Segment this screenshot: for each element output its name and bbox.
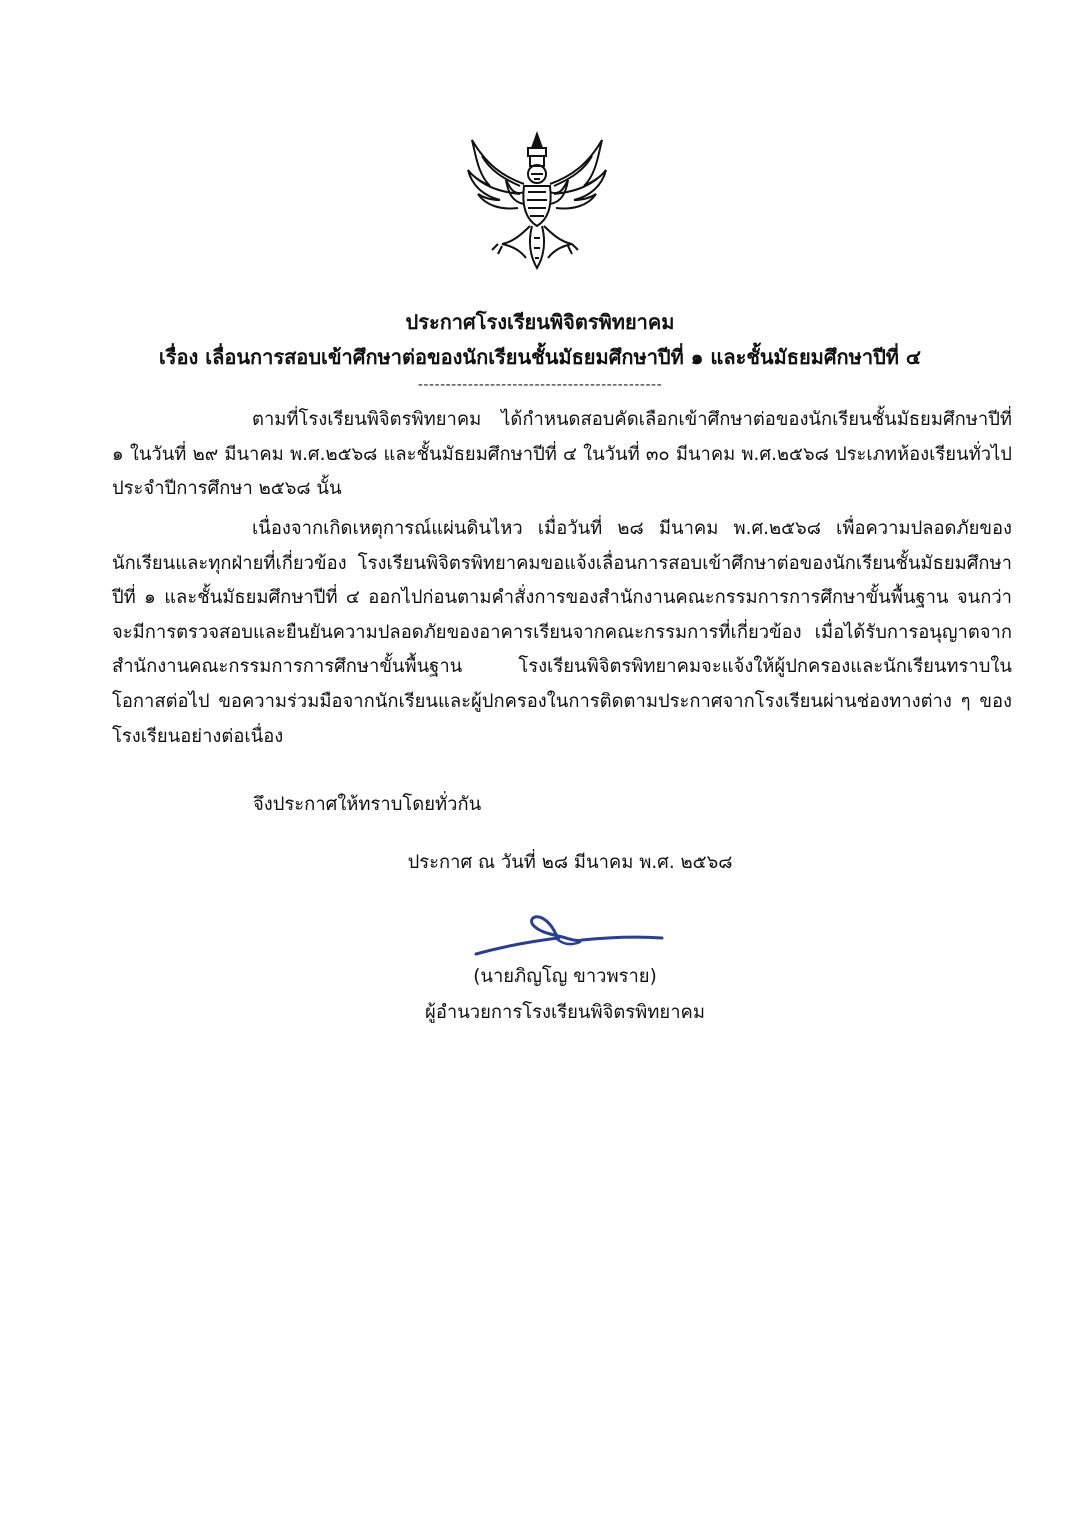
announcement-subject: เรื่อง เลื่อนการสอบเข้าศึกษาต่อของนักเรียนชั้นมัธยมศึกษาปีที่ ๑ และชั้นมัธยมศึกษาปีที่ ๔	[158, 345, 922, 369]
garuda-emblem-icon	[462, 126, 612, 276]
closing-statement: จึงประกาศให้ทราบโดยทั่วกัน	[253, 794, 482, 815]
signature-icon	[472, 900, 666, 964]
announcement-date: ประกาศ ณ วันที่ ๒๘ มีนาคม พ.ศ. ๒๕๖๘	[407, 852, 733, 873]
signer-title: ผู้อำนวยการโรงเรียนพิจิตรพิทยาคม	[425, 1002, 705, 1023]
paragraph-background: ตามที่โรงเรียนพิจิตรพิทยาคม ได้กำหนดสอบคัดเลือกเข้าศึกษาต่อของนักเรียนชั้นมัธยมศึกษาปีที่ ๑ ในวันที่ ๒๙ มีนาคม พ.ศ.๒๕๖๘ และชั้นมัธยมศึกษาปีที่ ๔ ในวันที่ ๓๐ มีนาคม พ.ศ.๒๕๖๘ ประเภทห้องเรียนทั่วไป ประจำปีการศึกษา ๒๕๖๘ นั้น	[112, 409, 1012, 500]
signer-name: (นายภิญโญ ขาวพราย)	[473, 966, 657, 987]
divider: --------------------------------------------	[417, 377, 663, 393]
paragraph-postponement: เนื่องจากเกิดเหตุการณ์แผ่นดินไหว เมื่อวันที่ ๒๘ มีนาคม พ.ศ.๒๕๖๘ เพื่อความปลอดภัยของนักเรียนและทุกฝ่ายที่เกี่ยวข้อง โรงเรียนพิจิตรพิทยาคมขอแจ้งเลื่อนการสอบเข้าศึกษาต่อของนักเรียนชั้นมัธยมศึกษาปีที่ ๑ และชั้นมัธยมศึกษาปีที่ ๔ ออกไปก่อนตามคำสั่งการของสำนักงานคณะกรรมการการศึกษาขั้นพื้นฐาน จนกว่าจะมีการตรวจสอบและยืนยันความปลอดภัยของอาคารเรียนจากคณะกรรมการที่เกี่ยวข้อง เมื่อได้รับการอนุญาตจากสำนักงานคณะกรรมการการศึกษาขั้นพื้นฐาน โรงเรียนพิจิตรพิทยาคมจะแจ้งให้ผู้ปกครองและนักเรียนทราบในโอกาสต่อไป ขอความร่วมมือจากนักเรียนและผู้ปกครองในการติดตามประกาศจากโรงเรียนผ่านช่องทางต่าง ๆ ของโรงเรียนอย่างต่อเนื่อง	[112, 518, 1012, 747]
announcement-title: ประกาศโรงเรียนพิจิตรพิทยาคม	[405, 310, 675, 334]
